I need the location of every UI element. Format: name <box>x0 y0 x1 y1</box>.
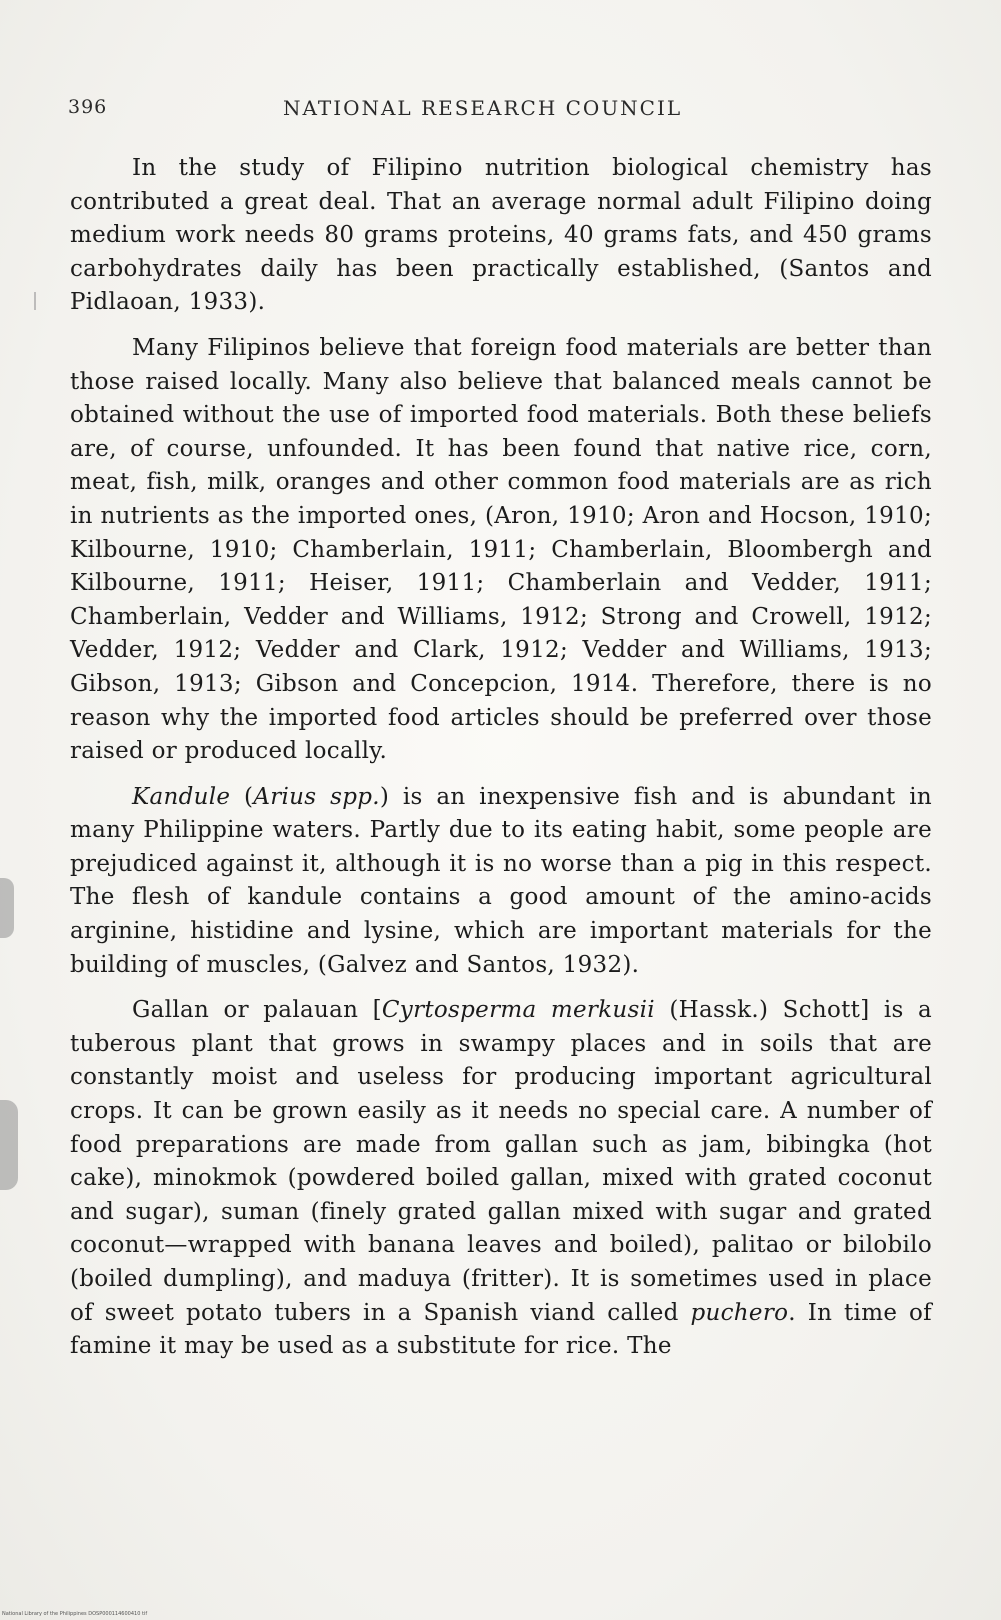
open-paren: ( <box>230 783 254 810</box>
paragraph-text: Many Filipinos believe that foreign food materials are better than those raised locally. Many also believe that balanced meals cannot be obtained without the use of imported food materials. Both these beliefs are, of course, unfounded. It has been found that native rice, corn, meat, fish, milk, oranges and other common food materials are as rich in nutrients as the imported ones, (Aron, 1910; Aron and Hocson, 1910; Kilbourne, 1910; Chamberlain, 1911; Chamberlain, Bloombergh and Kilbourne, 1911; Heiser, 1911; Chamberlain and Vedder, 1911; Chamberlain, Vedder and Williams, 1912; Strong and Crowell, 1912; Vedder, 1912; Vedder and Clark, 1912; Vedder and Williams, 1913; Gibson, 1913; Gibson and Concepcion, 1914. Therefore, there is no reason why the imported food articles should be preferred over those raised or produced locally. <box>70 334 932 765</box>
margin-smudge <box>0 878 14 938</box>
margin-smudge <box>0 1100 18 1190</box>
arius-genus: Arius spp. <box>253 783 380 810</box>
paragraph-text: (Hassk.) Schott] is a tuberous plant that grows in swampy places and in soils that are constantly moist and useless for producing important agricultural crops. It can be grown easily as it needs no special care. A number of food preparations are made from gallan such as jam, bibingka (hot cake), minokmok (powdered boiled gallan, mixed with grated coconut and sugar), suman (finely grated gallan mixed with sugar and grated coconut—wrapped with banana leaves and boiled), palitao or bilobilo (boiled dumpling), and maduya (fritter). It is sometimes used in place of sweet potato tubers in a Spanish viand called <box>70 997 932 1326</box>
page-header <box>68 96 934 126</box>
paragraph-text: ) is an inexpensive fish and is abundant in many Philippine waters. Partly due to its eating habit, some people are prejudiced against it, although it is no worse than a pig in this respect. The flesh of kandule contains a good amount of the amino-acids arginine, histidine and lysine, which are important materials for the building of muscles, (Galvez and Santos, 1932). <box>70 783 933 978</box>
scan-credit: National Library of the Philippines DOSP000114600410 tif <box>2 1611 148 1617</box>
paragraph-kandule <box>70 781 932 983</box>
paragraph-tail: . In time of famine it may be used as a substitute for rice. The <box>70 1299 932 1360</box>
paragraph-nutrition-needs <box>70 152 932 320</box>
paragraph-text: In the study of Filipino nutrition biological chemistry has contributed a great deal. That an average normal adult Filipino doing medium work needs 80 grams proteins, 40 grams fats, and 450 grams carbohydrates daily has been practically established, (Santos and Pidlaoan, 1933). <box>70 155 932 316</box>
page-number: 396 <box>68 96 108 118</box>
kandule-term: Kandule <box>132 783 231 810</box>
puchero-term: puchero <box>690 1299 789 1326</box>
paragraph-gallan <box>70 994 932 1364</box>
paragraph-foreign-food-beliefs <box>70 332 932 769</box>
gallan-lead: Gallan or palauan [ <box>132 997 382 1024</box>
body-text <box>70 152 932 1376</box>
running-title: NATIONAL RESEARCH COUNCIL <box>283 96 683 120</box>
margin-smudge <box>34 292 36 310</box>
cyrtosperma-species: Cyrtosperma merkusii <box>381 997 655 1024</box>
